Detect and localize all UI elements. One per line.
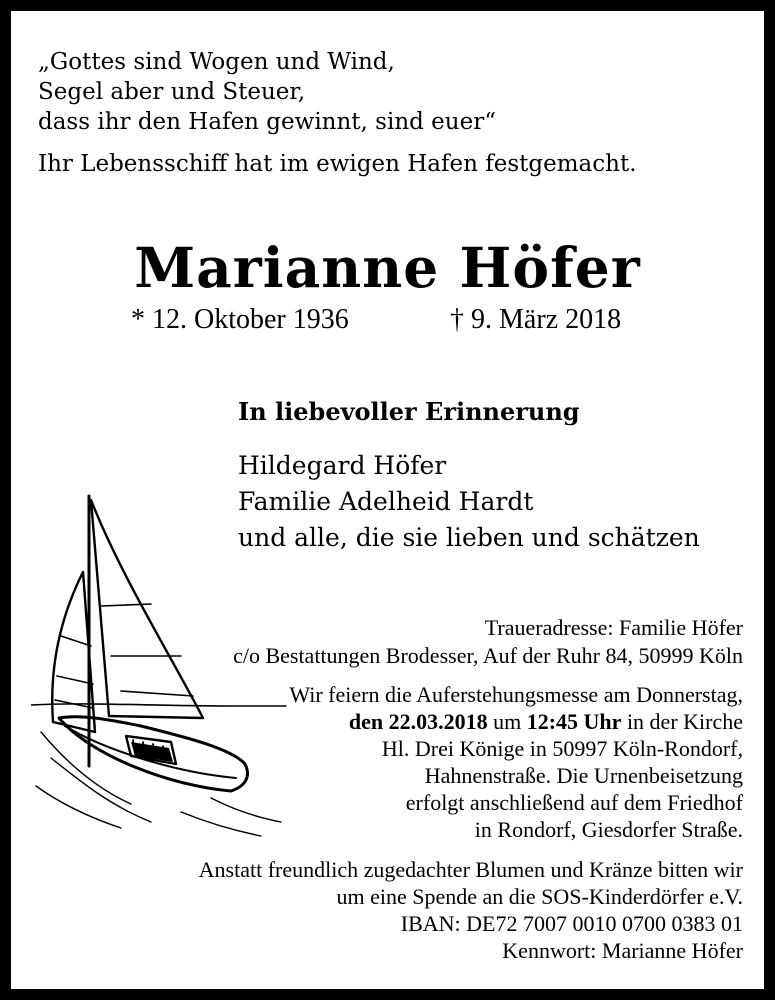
service-line: in Rondorf, Giesdorfer Straße. [474,817,743,842]
birth-date: * 12. Oktober 1936 [131,304,349,335]
service-line: erfolgt anschließend auf dem Friedhof [405,790,743,815]
deceased-name: Marianne Höfer [134,235,641,300]
death-date: † 9. März 2018 [450,304,622,335]
service-date: den 22.03.2018 [348,709,488,734]
mourner-line: und alle, die sie lieben und schätzen [238,523,700,552]
mourner-line: Familie Adelheid Hardt [238,487,534,516]
obituary-notice [11,11,764,989]
service-line: Hl. Drei Könige in 50997 Köln-Rondorf, [381,736,743,761]
service-time: 12:45 Uhr [526,709,622,734]
service-um: um [493,709,522,734]
address-line: c/o Bestattungen Brodesser, Auf der Ruhr 84, 50999 Köln [233,643,743,668]
quote-line: dass ihr den Hafen gewinnt, sind euer“ [38,109,496,135]
service-date-line [349,709,743,735]
donation-keyword: Kennwort: Marianne Höfer [502,938,743,963]
quote-line: Segel aber und Steuer, [38,79,306,105]
mourner-line: Hildegard Höfer [238,451,447,480]
service-line: Wir feiern die Auferstehungsmesse am Donnerstag, [289,682,743,707]
address-line: Traueradresse: Familie Höfer [484,615,743,640]
donation-iban: IBAN: DE72 7007 0010 0700 0383 01 [400,911,743,936]
service-location-intro: in der Kirche [626,709,743,734]
donation-line: Anstatt freundlich zugedachter Blumen und Kränze bitten wir [198,857,743,882]
service-line: Hahnenstraße. Die Urnenbeisetzung [424,763,743,788]
closing-sentence: Ihr Lebensschiff hat im ewigen Hafen festgemacht. [38,151,637,177]
memorial-heading: In liebevoller Erinnerung [238,397,580,426]
donation-line: um eine Spende an die SOS-Kinderdörfer e.V. [336,884,743,909]
quote-line: „Gottes sind Wogen und Wind, [38,49,395,75]
